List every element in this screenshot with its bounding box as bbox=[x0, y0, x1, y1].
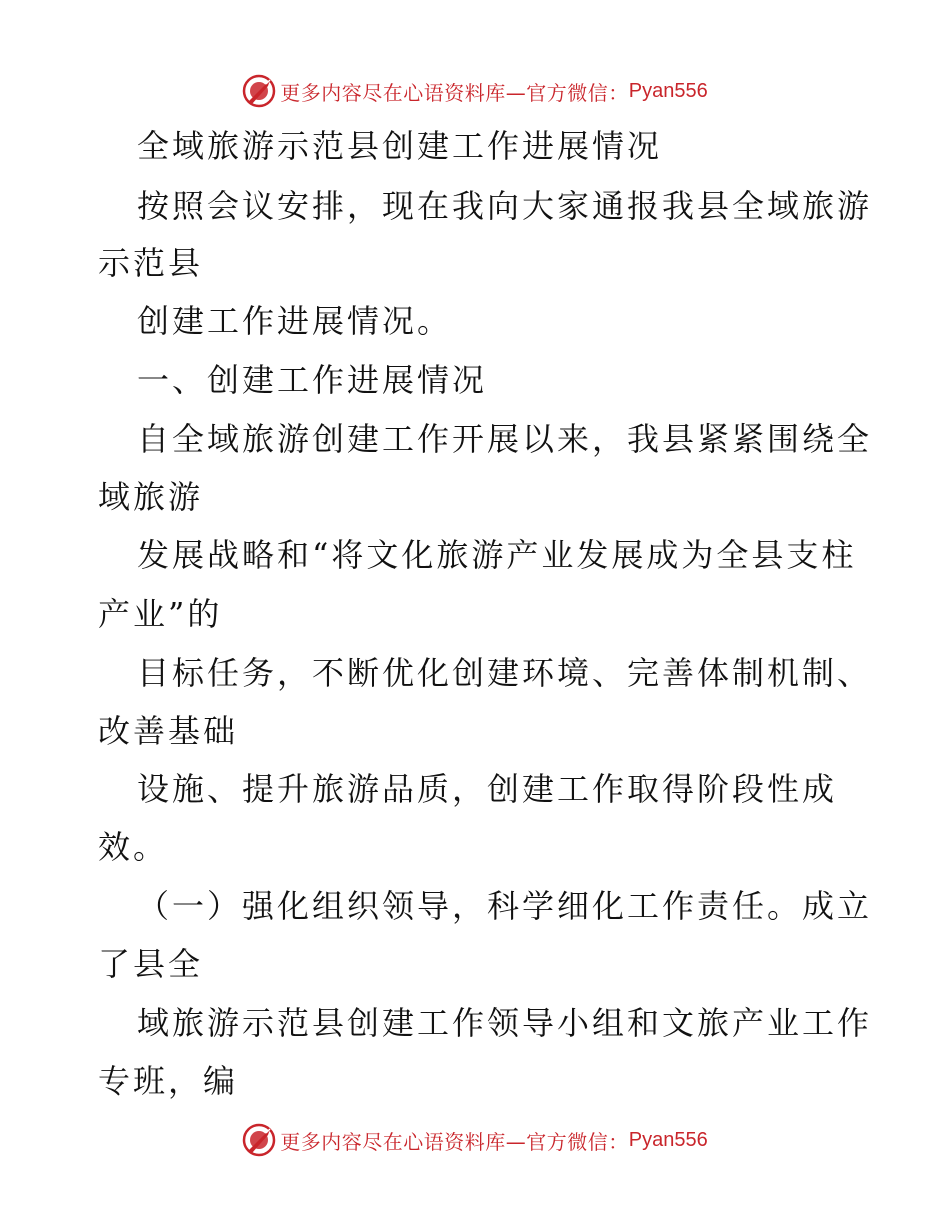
watermark-wechat-id: Pyan556 bbox=[628, 1128, 708, 1151]
subsection-heading: （一）强化组织领导，科学细化工作责任。成立 bbox=[137, 887, 873, 925]
paragraph-line: 目标任务，不断优化创建环境、完善体制机制、 bbox=[137, 654, 873, 692]
paragraph-line: 产业”的 bbox=[98, 595, 223, 633]
paragraph-line: 创建工作进展情况。 bbox=[137, 302, 453, 340]
watermark-separator: —官方微信： bbox=[505, 80, 629, 105]
paragraph-line: 设施、提升旅游品质，创建工作取得阶段性成 bbox=[137, 770, 838, 808]
watermark-separator: —官方微信： bbox=[505, 1129, 629, 1154]
paragraph-line: 域旅游示范县创建工作领导小组和文旅产业工作 bbox=[137, 1004, 873, 1042]
paragraph-line: 发展战略和“将文化旅游产业发展成为全县支柱 bbox=[137, 536, 857, 574]
section-heading: 一、创建工作进展情况 bbox=[137, 361, 488, 399]
paragraph-line: 专班，编 bbox=[98, 1062, 239, 1100]
paragraph-line: 自全域旅游创建工作开展以来，我县紧紧围绕全 bbox=[137, 420, 873, 458]
paragraph-line: 效。 bbox=[98, 828, 169, 866]
document-title: 全域旅游示范县创建工作进展情况 bbox=[137, 127, 663, 165]
footer-watermark bbox=[0, 1120, 950, 1160]
brand-logo-icon bbox=[242, 74, 276, 108]
paragraph-line: 改善基础 bbox=[98, 712, 239, 750]
header-watermark bbox=[0, 71, 950, 111]
watermark-wechat-id: Pyan556 bbox=[628, 79, 708, 102]
watermark-brand-text: 更多内容尽在心语资料库 bbox=[280, 1129, 506, 1154]
watermark-brand-text: 更多内容尽在心语资料库 bbox=[280, 80, 506, 105]
brand-logo-icon bbox=[242, 1123, 276, 1157]
paragraph-line: 了县全 bbox=[98, 945, 204, 983]
paragraph-line: 域旅游 bbox=[98, 478, 204, 516]
paragraph-line: 示范县 bbox=[98, 244, 204, 282]
paragraph-line: 按照会议安排，现在我向大家通报我县全域旅游 bbox=[137, 187, 873, 225]
